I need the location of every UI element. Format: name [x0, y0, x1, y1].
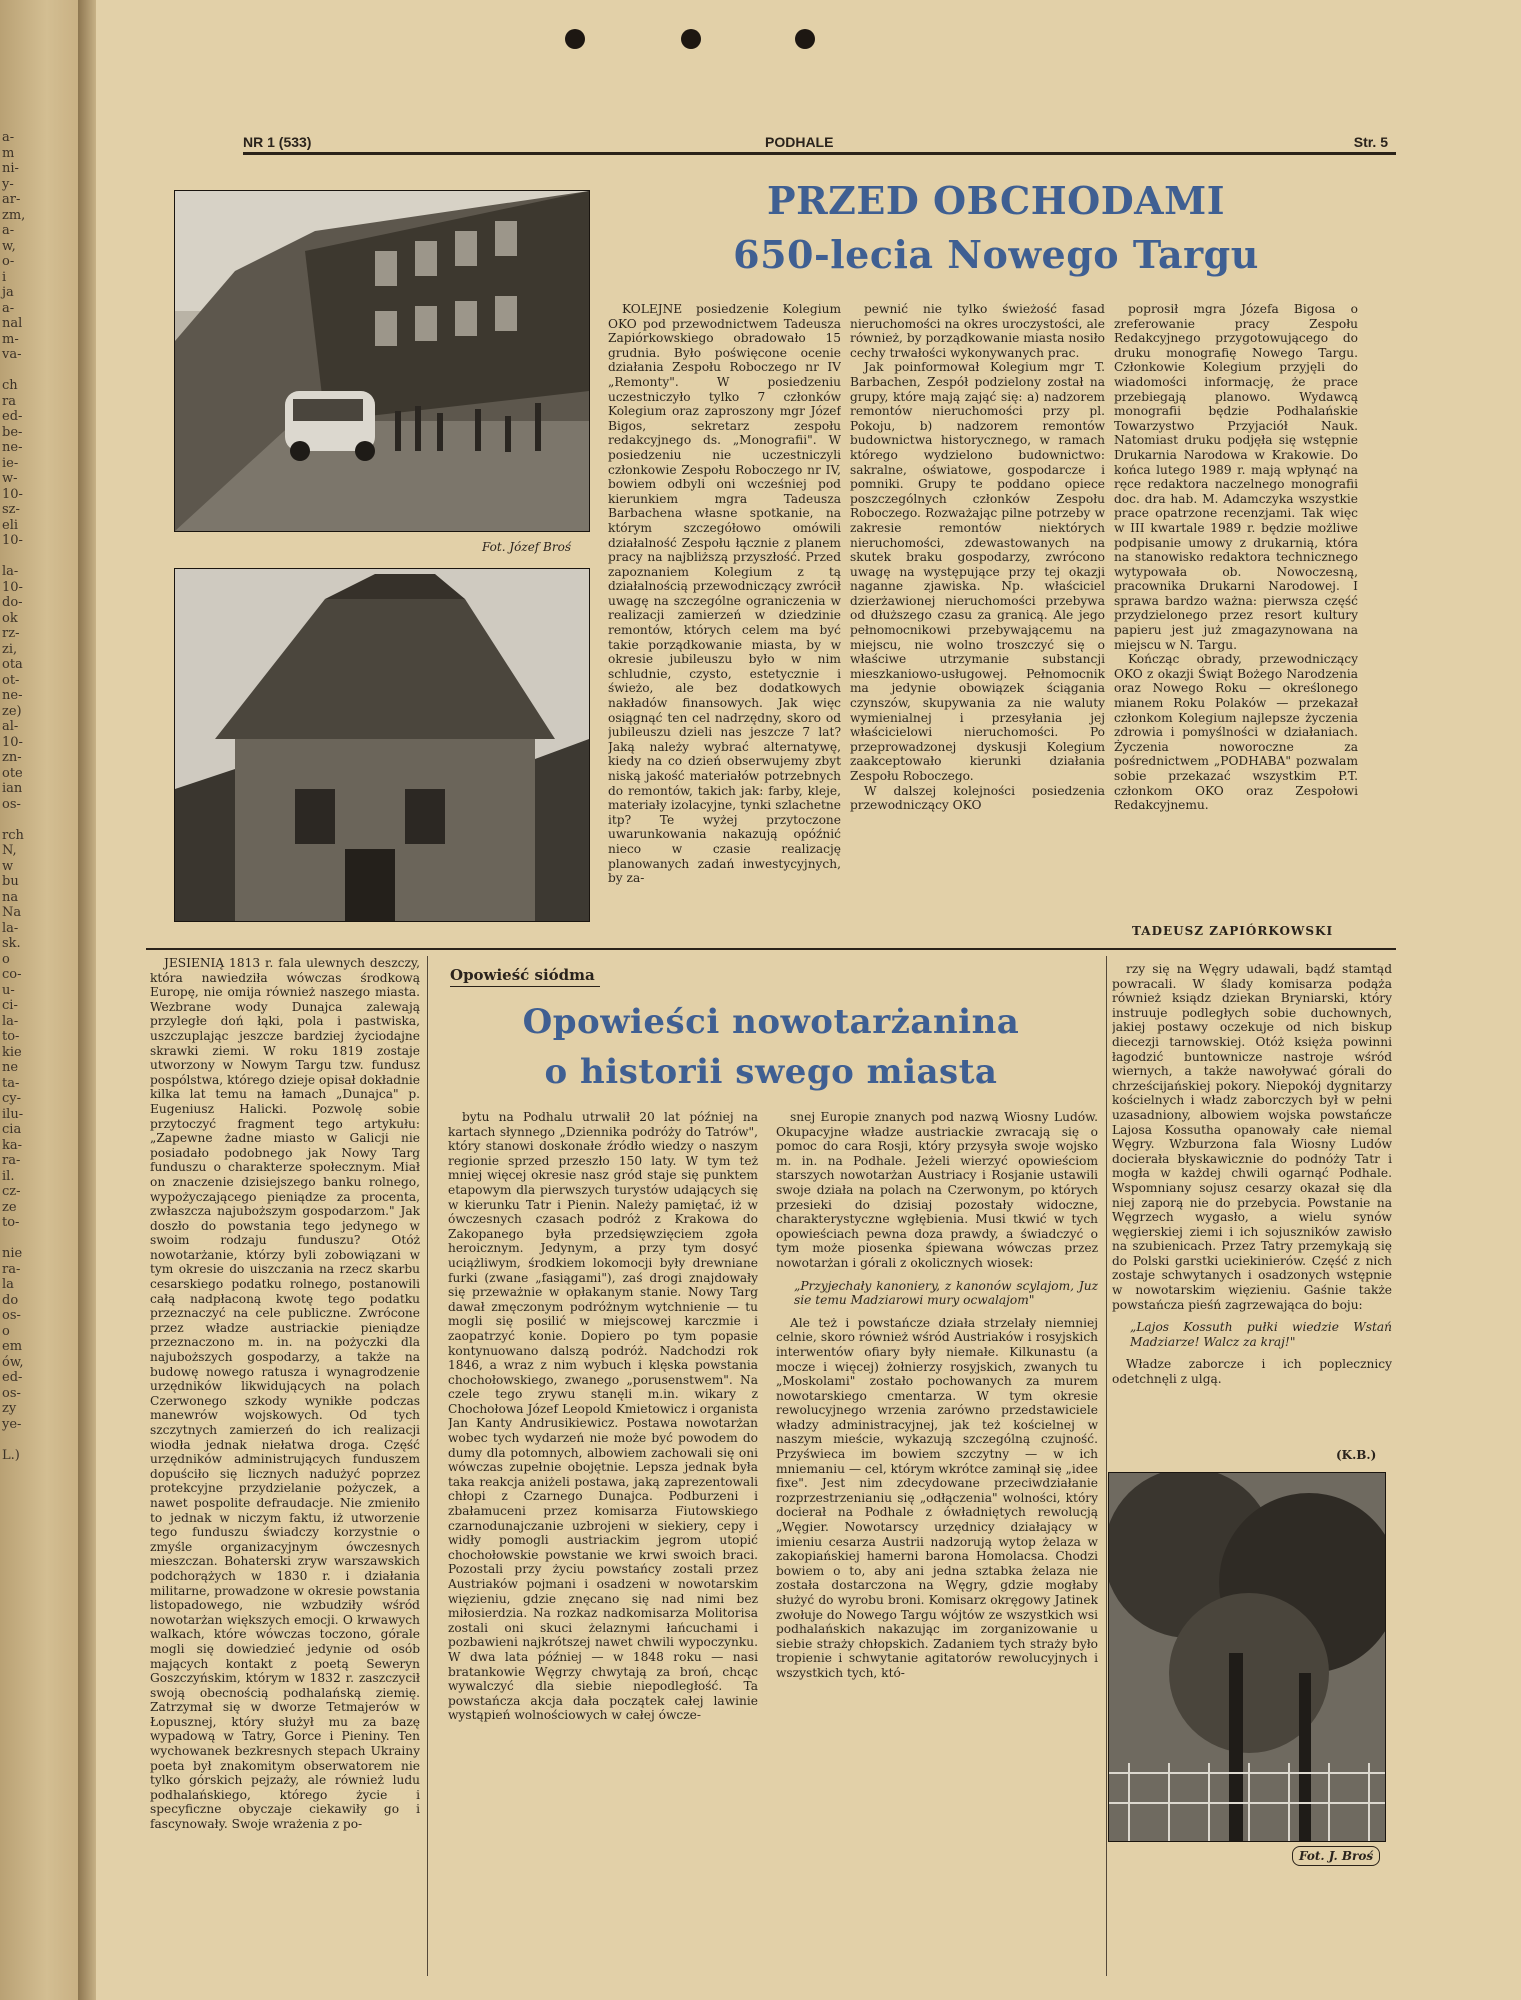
text-fragment: ne-: [2, 688, 23, 703]
text-fragment: ni-: [2, 161, 19, 176]
article-headline: Opowieści nowotarżanina: [522, 1002, 1020, 1042]
text-fragment: il.: [2, 1168, 15, 1184]
text-fragment: ian: [2, 781, 23, 796]
page-number: Str. 5: [1353, 134, 1388, 150]
text-fragment: o: [2, 1323, 10, 1339]
text-fragment: ok: [2, 610, 18, 626]
text-fragment: be-: [2, 424, 23, 440]
text-fragment: o-: [2, 254, 15, 269]
text-fragment: nie: [2, 1246, 23, 1261]
previous-page-edge: [0, 0, 78, 2000]
kicker-underline: [450, 986, 600, 987]
text-fragment: to-: [2, 1215, 20, 1230]
text-fragment: ota: [2, 657, 23, 672]
text-fragment: sk.: [2, 936, 21, 951]
text-fragment: ze: [2, 1199, 17, 1215]
article-paragraph: Władze zaborcze i ich poplecznicy odetchnęli z ulgą.: [1112, 1357, 1392, 1387]
page-header: [243, 128, 1396, 155]
text-fragment: zi,: [2, 641, 18, 657]
text-fragment: ch: [2, 378, 18, 393]
song-quote: „Przyjechały kanoniery, z kanonów scylajom, Juz sie temu Madziarowi mury ocwalajom": [794, 1278, 1098, 1308]
text-fragment: bu: [2, 874, 19, 889]
article-paragraph: Kończąc obrady, przewodniczący OKO z okazji Świąt Bożego Narodzenia oraz Nowego Roku — określonego mianem Roku Polaków — przekazał członkom Kolegium najlepsze życzenia zdrowia i pomyślności w działaniach. Życzenia noworoczne za pośrednictwem „PODHABA" pozwalam sobie przekazać wszystkim P.T. członkom OKO oraz Zespołowi Redakcyjnemu.: [1114, 652, 1358, 813]
photo-credit: Fot. Józef Broś: [482, 540, 571, 554]
text-fragment: [0, 549, 78, 565]
article-column: [1112, 962, 1392, 1472]
text-fragment: eli: [2, 517, 19, 533]
article-column: [776, 1110, 1098, 1976]
text-fragment: w: [2, 858, 14, 874]
text-fragment: la-: [2, 920, 19, 936]
text-fragment: ilu-: [2, 1106, 24, 1122]
article-paragraph: W dalszej kolejności posiedzenia przewodniczący OKO: [850, 783, 1105, 813]
text-fragment: nal: [2, 316, 23, 331]
text-fragment: ed-: [2, 409, 23, 424]
section-divider: [146, 948, 1396, 950]
article-column: [150, 956, 420, 1976]
text-fragment: co-: [2, 967, 22, 982]
article-paragraph: JESIENIĄ 1813 r. fala ulewnych deszczy, która nawiedziła wówczas środkową Europę, nie omija również naszego miasta. Wezbrane wody Dunajca zalewają przyległe doń łąki, pola i pastwiska, uszczuplając jeszcze bardziej życiodajne skrawki ziemi. W roku 1819 zostaje utworzony w Nowym Targu tzw. fundusz pospólstwa, którego dzieje opisał dokładnie kilka lat temu na łamach „Dunajca" p. Eugeniusz Halicki. Pozwolę sobie przytoczyć fragment tego artykułu: „Zapewne żadne miasto w Galicji nie posiadało podobnego jak Nowy Targ funduszu o charakterze społecznym. Miał on znaczenie dzisiejszego banku rolnego, wypożyczającego pieniądze za procenta, zwłaszcza najuboższym gospodarzom." Jak doszło do powstania tego jedynego w swoim rodzaju funduszu? Otóż nowotarżanie, którzy byli zobowiązani w tym okresie do uiszczania na rzecz skarbu cesarskiego podatku rolnego, postanowili całą nadpłaconą kwotę tego podatku przeznaczyć na cele publiczne. Zwrócone przez władze austriackie pieniądze przeznaczono m. in. na pożyczki dla najuboższych gospodarzy, a także na budowę nowego ratusza i wynagrodzenie urzędników likwidujących na polach Czerwonego szkody wynikłe podczas manewrów wojskowych. Od tych szczytnych zamierzeń do ich realizacji wiodła jednak niełatwa droga. Część urzędników administrujących funduszem dopuściło się licznych nadużyć poprzez protekcyjne przydzielanie pożyczek, a nawet pospolite defraudacje. Nie zmieniło to jednak w niczym faktu, iż utworzenie tego funduszu świadczy korzystnie o zmyśle organizacyjnym ówczesnych mieszczan. Bohaterski zryw warszawskich podchorążych w 1830 r. i działania militarne, prowadzone w okresie powstania listopadowego, nie wzbudziły wśród nowotarżan większych emocji. O krwawych walkach, które wówczas toczono, górale mogli się dowiedzieć jedynie od osób mających kontakt z poetą Seweryn Goszczyńskim, którym w 1832 r. zaszczycił swoją obecnością podhalańską ziemię. Zatrzymał się w dworze Tetmajerów w Łopusznej, który służył mu za bazę wypadową w Tatry, Gorce i Pieniny. Ten wychowanek bezkresnych stepach Ukrainy poeta był znakomitym obserwatorem nie tylko górskich pejzaży, ale również ludu podhalańskiego, którego życie i specyficzne obyczaje ciekawiły go i fascynowały. Swoje wrażenia z po-: [150, 956, 420, 1832]
text-fragment: o: [2, 951, 10, 967]
text-fragment: rch: [2, 827, 24, 843]
text-fragment: u-: [2, 982, 15, 998]
text-fragment: [0, 1231, 78, 1247]
text-fragment: m: [2, 145, 15, 161]
trees-photo: [1108, 1472, 1386, 1842]
newspaper-page: [96, 0, 1521, 2000]
text-fragment: a-: [2, 300, 15, 316]
article-column: [850, 302, 1105, 938]
text-fragment: ka-: [2, 1137, 23, 1153]
text-fragment: [0, 812, 78, 828]
text-fragment: ot-: [2, 672, 20, 688]
article-paragraph: bytu na Podhalu utrwalił 20 lat później na kartach słynnego „Dziennika podróży do Tatrów", który stanowi doskonałe źródło wiedzy o naszym regionie sprzed przeszło 150 laty. W tym też mniej więcej okresie nasz gród staje się punktem etapowym dla pierwszych turystów udających się w kierunku Tatr i Pienin. Należy pamiętać, iż w ówczesnych czasach podróż z Krakowa do Zakopanego była przedsięwzięciem zgoła heroicznym. Jedynym, a przy tym dosyć uciążliwym, środkiem lokomocji były drewniane furki (zwane „fasiągami"), zaś drogi znajdowały się przeważnie w opłakanym stanie. Nowy Targ dawał zmęczonym podróżnym wytchnienie — tu mogli się posilić w miejscowej karczmie i zaopatrzyć konie. Dopiero po tym popasie kontynuowano dalszą podróż. Nadchodzi rok 1846, a wraz z nim wybuch i klęska powstania chochołowskiego, zwanego „porusenstwem". Na czele tego zrywu stanęli m.in. wikary z Chochołowa Józef Leopold Kmietowicz i organista Jan Kanty Andrusikiewicz. Postawa nowotarżan wobec tych wydarzeń nie może być powodem do dumy dla potomnych, albowiem zachowali się oni wówczas zupełnie obojętnie. Lepsza jednak była taka reakcja aniżeli postawa, jaką zaprezentowali chłopi z Czarnego Dunajca. Podburzeni i zbałamuceni przez komisarza Fiutowskiego czarnodunajczanie uzbrojeni w siekiery, cepy i widły pomogli austriackim jegrom utopić chochołowskie powstanie we krwi swoich braci. Pozostali przy życiu powstańcy zostali przez Austriaków pojmani i osadzeni w nowotarskim więzieniu, gdzie znęcano się nad nimi bez miłosierdzia. Na rozkaz nadkomisarza Molitorisa zostali oni skuci żelaznymi łańcuchami i pozbawieni najkrótszej nawet chwili wypoczynku. W dwa lata później — w 1848 roku — nasi bratankowie Węgrzy chwytają za broń, chcąc wywalczyć dla siebie niepodległość. Ta powstańcza akcja dała początek całej lawinie wystąpień wolnościowych w całej ówcze-: [448, 1110, 758, 1723]
text-fragment: ja: [2, 285, 14, 300]
text-fragment: a-: [2, 223, 15, 238]
song-quote: „Lajos Kossuth pułki wiedzie Wstań Madziarze! Walcz za kraj!": [1130, 1320, 1392, 1349]
text-fragment: [0, 1432, 78, 1448]
page-fold-shadow: [78, 0, 96, 2000]
text-fragment: i: [2, 269, 7, 285]
photo-credit: Fot. J. Broś: [1292, 1846, 1380, 1866]
text-fragment: 10-: [2, 486, 23, 502]
text-fragment: ie-: [2, 455, 19, 471]
article-headline: PRZED OBCHODAMI: [767, 178, 1225, 223]
text-fragment: rz-: [2, 626, 20, 641]
text-fragment: zm,: [2, 207, 26, 223]
text-fragment: ed-: [2, 1370, 23, 1385]
column-rule: [1106, 956, 1107, 1976]
text-fragment: ów,: [2, 1354, 24, 1370]
text-fragment: ra: [2, 393, 16, 409]
binding-hole: [795, 29, 815, 49]
text-fragment: na: [2, 889, 19, 905]
article-column: [448, 1110, 758, 1976]
author-signature: TADEUSZ ZAPIÓRKOWSKI: [1132, 924, 1334, 938]
text-fragment: ne: [2, 1060, 19, 1075]
text-fragment: w-: [2, 471, 18, 486]
text-fragment: ye-: [2, 1416, 22, 1432]
article-paragraph: Ale też i powstańcze działa strzelały niemniej celnie, skoro również wśród Austriaków i rosyjskich interwentów ofiary były niemałe. Kilkunastu (a mocze i więcej) żołnierzy rosyjskich, zwanych tu „Moskolami" zostało pochowanych za murem nowotarskiego cmentarza. W tym okresie rewolucyjnego wrzenia zarówno przedstawiciele władzy administracyjnej, jak też kościelnej w naszym mieście, wykazują szczególną czujność. Przyświeca im bowiem szczytny — w ich mniemaniu — cel, którym wkrótce zaminął się „idee fixe". Jest nim zdecydowane przeciwdziałanie rozprzestrzenianiu się „odłączenia" wolności, który docierał na Podhale z ówładniętych rewolucją „Węgier. Nowotarscy urzędnicy działający w imieniu cesarza Austrii nadzorują wytop żelaza w zakopiańskiej hamerni barona Homolacsa. Chodzi bowiem o to, aby ani jedna sztabka żelaza nie została dostarczona na Węgry, gdzie mogłaby służyć do wyrobu broni. Komisarz okręgowy Jatinek zwołuje do Nowego Targu wójtów ze wszystkich wsi podhalańskich nakazując im zorganizowanie u siebie straży chłopskich. Zadaniem tych straży było tropienie i schwytanie agitatorów rewolucyjnych i wszystkich tych, któ-: [776, 1315, 1098, 1680]
article-column: [1114, 302, 1358, 918]
text-fragment: zy: [2, 1401, 17, 1416]
text-fragment: ta-: [2, 1075, 20, 1091]
text-fragment: la-: [2, 1013, 19, 1029]
text-fragment: em: [2, 1339, 23, 1354]
text-fragment: ra-: [2, 1153, 21, 1168]
text-fragment: ra-: [2, 1261, 21, 1277]
text-fragment: os-: [2, 1385, 21, 1401]
text-fragment: os-: [2, 1308, 21, 1323]
previous-page-text-fragments: [0, 0, 78, 1463]
text-fragment: va-: [2, 347, 22, 362]
text-fragment: al-: [2, 719, 19, 734]
article-paragraph: rzy się na Węgry udawali, bądź stamtąd powracali. W ślady komisarza podąża również ksiądz dziekan Bryniarski, który instruuje podległych sobie duchownych, jakiej postawy oczekuje od nich biskup diecezji tarnowskiej. Otóż księża powinni łagodzić buntownicze nastroje wśród wiernych, a także nawoływać górali do chrześcijańskiej pokory. Niepokój dygnitarzy kościelnych i władz zaborczych był w pełni uzasadniony, albowiem wojska powstańcze Lajosa Kossutha opanowały całe niemal Węgry. Wzburzona fala Wiosny Ludów docierała błyskawicznie do podnóży Tatr i mogła w każdej chwili ogarnąć Podhale. Wspomniany sojusz cesarzy okazał się dla niej zaporą nie do przebycia. Powstanie na Węgrzech wygasło, a wielu synów węgierskiej ziemi i ich sojuszników zawisło na szubienicach. Przez Tatry przemykają się do Polski garstki uciekinierów. Część z nich zostaje schwytanych i osadzonych wstępnie w nowotarskim więzieniu. Gaśnie także powstańcza pieśń zagrzewająca do boju:: [1112, 962, 1392, 1312]
text-fragment: [0, 363, 78, 379]
binding-hole: [681, 29, 701, 49]
author-initials: (K.B.): [1336, 1448, 1377, 1462]
text-fragment: sz-: [2, 502, 20, 517]
text-fragment: do-: [2, 595, 23, 610]
text-fragment: do: [2, 1292, 19, 1308]
text-fragment: ci-: [2, 998, 18, 1013]
text-fragment: cz-: [2, 1184, 21, 1199]
street-photo-image: [175, 191, 589, 531]
house-photo-image: [175, 569, 589, 921]
text-fragment: ze): [2, 703, 22, 719]
article-subheadline: o historii swego miasta: [544, 1052, 998, 1092]
text-fragment: la-: [2, 564, 19, 579]
text-fragment: os-: [2, 796, 21, 812]
article-column: [608, 302, 841, 938]
text-fragment: y-: [2, 176, 14, 192]
article-paragraph: pewnić nie tylko świeżość fasad nieruchomości na okres uroczystości, ale również, by porządkowanie miasta nosiło cechy trwałości wykonywanych prac.: [850, 302, 1105, 360]
text-fragment: 10-: [2, 734, 23, 750]
article-subheadline: 650-lecia Nowego Targu: [733, 232, 1259, 277]
text-fragment: w,: [2, 238, 16, 254]
text-fragment: N,: [2, 843, 17, 858]
text-fragment: cy-: [2, 1091, 22, 1106]
newspaper-title: PODHALE: [765, 134, 834, 150]
article-paragraph: Jak poinformował Kolegium mgr T. Barbachen, Zespół podzielony został na grupy, które mają zająć się: a) nadzorem remontów nieruchomości przy pl. Pokoju, b) nadzorem remontów budownictwa historycznego, w ramach którego wydzielono budownictwo: sakralne, oświatowe, gospodarcze i pomniki. Grupy te poddano opiece poszczególnych członków Zespołu Roboczego. Rozważając pilne potrzeby w zakresie remontów niektórych nieruchomości, zdewastowanych na skutek braku gospodarzy, zwrócono uwagę na występujące przy tej okazji naganne zjawiska. Np. właściciel dzierżawionej nieruchomości przebywa od dłuższego czasu za granicą. Ale jego pełnomocnikowi przebywającemu na miejscu, nie wolno troszczyć się o właściwe utrzymanie substancji mieszkaniowo-usługowej. Pełnomocnik ma jedynie obowiązek ściągania czynszów, skupywania za nie waluty wymienialnej i przesyłania jej właścicielowi nieruchomości. Po przeprowadzonej dyskusji Kolegium zaakceptowało kierunki działania Zespołu Roboczego.: [850, 360, 1105, 783]
text-fragment: ote: [2, 765, 23, 781]
issue-number: NR 1 (533): [243, 134, 312, 150]
text-fragment: la: [2, 1277, 14, 1292]
street-photo: [174, 190, 590, 532]
text-fragment: zn-: [2, 750, 22, 765]
article-paragraph: poprosił mgra Józefa Bigosa o zreferowanie pracy Zespołu Redakcyjnego przygotowującego do druku monografię Nowego Targu. Członkowie Kolegium przyjęli do wiadomości informację, że prace przebiegają planowo. Wydawcą monografii będzie Podhalańskie Towarzystwo Przyjaciół Nauk. Natomiast druku podjęła się wstępnie Drukarnia Narodowa w Krakowie. Do końca lutego 1989 r. mają wpłynąć na ręce redaktora naczelnego monografii doc. dra hab. M. Adamczyka wszystkie prace opatrzone recenzjami. Tak więc w III kwartale 1989 r. będzie możliwe podpisanie umowy z drukarnią, która na stanowisko redaktora technicznego wytypowała ob. Nowoczesną, pracownika Drukarni Narodowej. I sprawa bardzo ważna: pierwsza część przydzielonego przez resort kultury papieru jest już zmagazynowana na miejscu w N. Targu.: [1114, 302, 1358, 652]
text-fragment: 10-: [2, 533, 23, 548]
text-fragment: Na: [2, 905, 22, 920]
text-fragment: a-: [2, 130, 15, 145]
text-fragment: ar-: [2, 192, 21, 207]
text-fragment: cia: [2, 1122, 22, 1137]
text-fragment: L.): [2, 1447, 20, 1463]
trees-photo-image: [1109, 1473, 1385, 1841]
binding-hole: [565, 29, 585, 49]
text-fragment: to-: [2, 1029, 20, 1044]
article-paragraph: snej Europie znanych pod nazwą Wiosny Ludów. Okupacyjne władze austriackie zwracają się o pomoc do cara Rosji, który przysyła swoje wojsko m. in. na Podhale. Jeżeli wierzyć opowieściom starszych nowotarżan Austriacy i Rosjanie ustawili swoje działa na polach na Czerwonym, po których przesieki do dzisiaj pozostały widoczne, charakterystyczne wgłębienia. Musi tkwić w tych opowieściach pewna doza prawdy, a świadczyć o tym może piosenka śpiewana wówczas przez nowotarżan i górali z okolicznych wiosek:: [776, 1110, 1098, 1270]
text-fragment: 10-: [2, 579, 23, 595]
text-fragment: kie: [2, 1044, 22, 1060]
house-photo: [174, 568, 590, 922]
text-fragment: ne-: [2, 440, 23, 455]
article-paragraph: KOLEJNE posiedzenie Kolegium OKO pod przewodnictwem Tadeusza Zapiórkowskiego obradowało 15 grudnia. Było poświęcone ocenie działania Zespołu Roboczego nr IV „Remonty". W posiedzeniu uczestniczyło tylko 7 członków Kolegium oraz zaproszony mgr Józef Bigos, sekretarz zespołu redakcyjnego ds. „Monografii". W posiedzeniu nie uczestniczyli członkowie Zespołu Roboczego nr IV, bowiem odbyli oni wcześniej pod kierunkiem mgra Tadeusza Barbachena własne spotkanie, na którym szczegółowo omówili działalność Zespołu łącznie z planem pracy na najbliższą przyszłość. Przed zapoznaniem Kolegium z tą działalnością przewodniczący zwrócił uwagę na szczególne ograniczenia w realizacji zamierzeń w dziedzinie remontów, których celem ma być takie porządkowanie miasta, by w okresie jubileuszu było w nim schludnie, czysto, estetycznie i świeżo, ale bez dodatkowych nakładów finansowych. Jak więc osiągnąć ten cel nadrzędny, skoro od jubileuszu dzieli nas jeszcze 7 lat? Jaką należy wybrać alternatywę, kiedy na co dzień obserwujemy zbyt niską jakość materiałów potrzebnych do remontów, takich jak: farby, kleje, materiały izolacyjne, tynki szlachetne itp? Te wyżej przytoczone uwarunkowania nakazują opóźnić nieco w czasie realizację planowanych zadań inwestycyjnych, by za-: [608, 302, 841, 886]
text-fragment: m-: [2, 331, 19, 347]
column-rule: [427, 956, 428, 1976]
series-kicker: Opowieść siódma: [450, 966, 595, 984]
